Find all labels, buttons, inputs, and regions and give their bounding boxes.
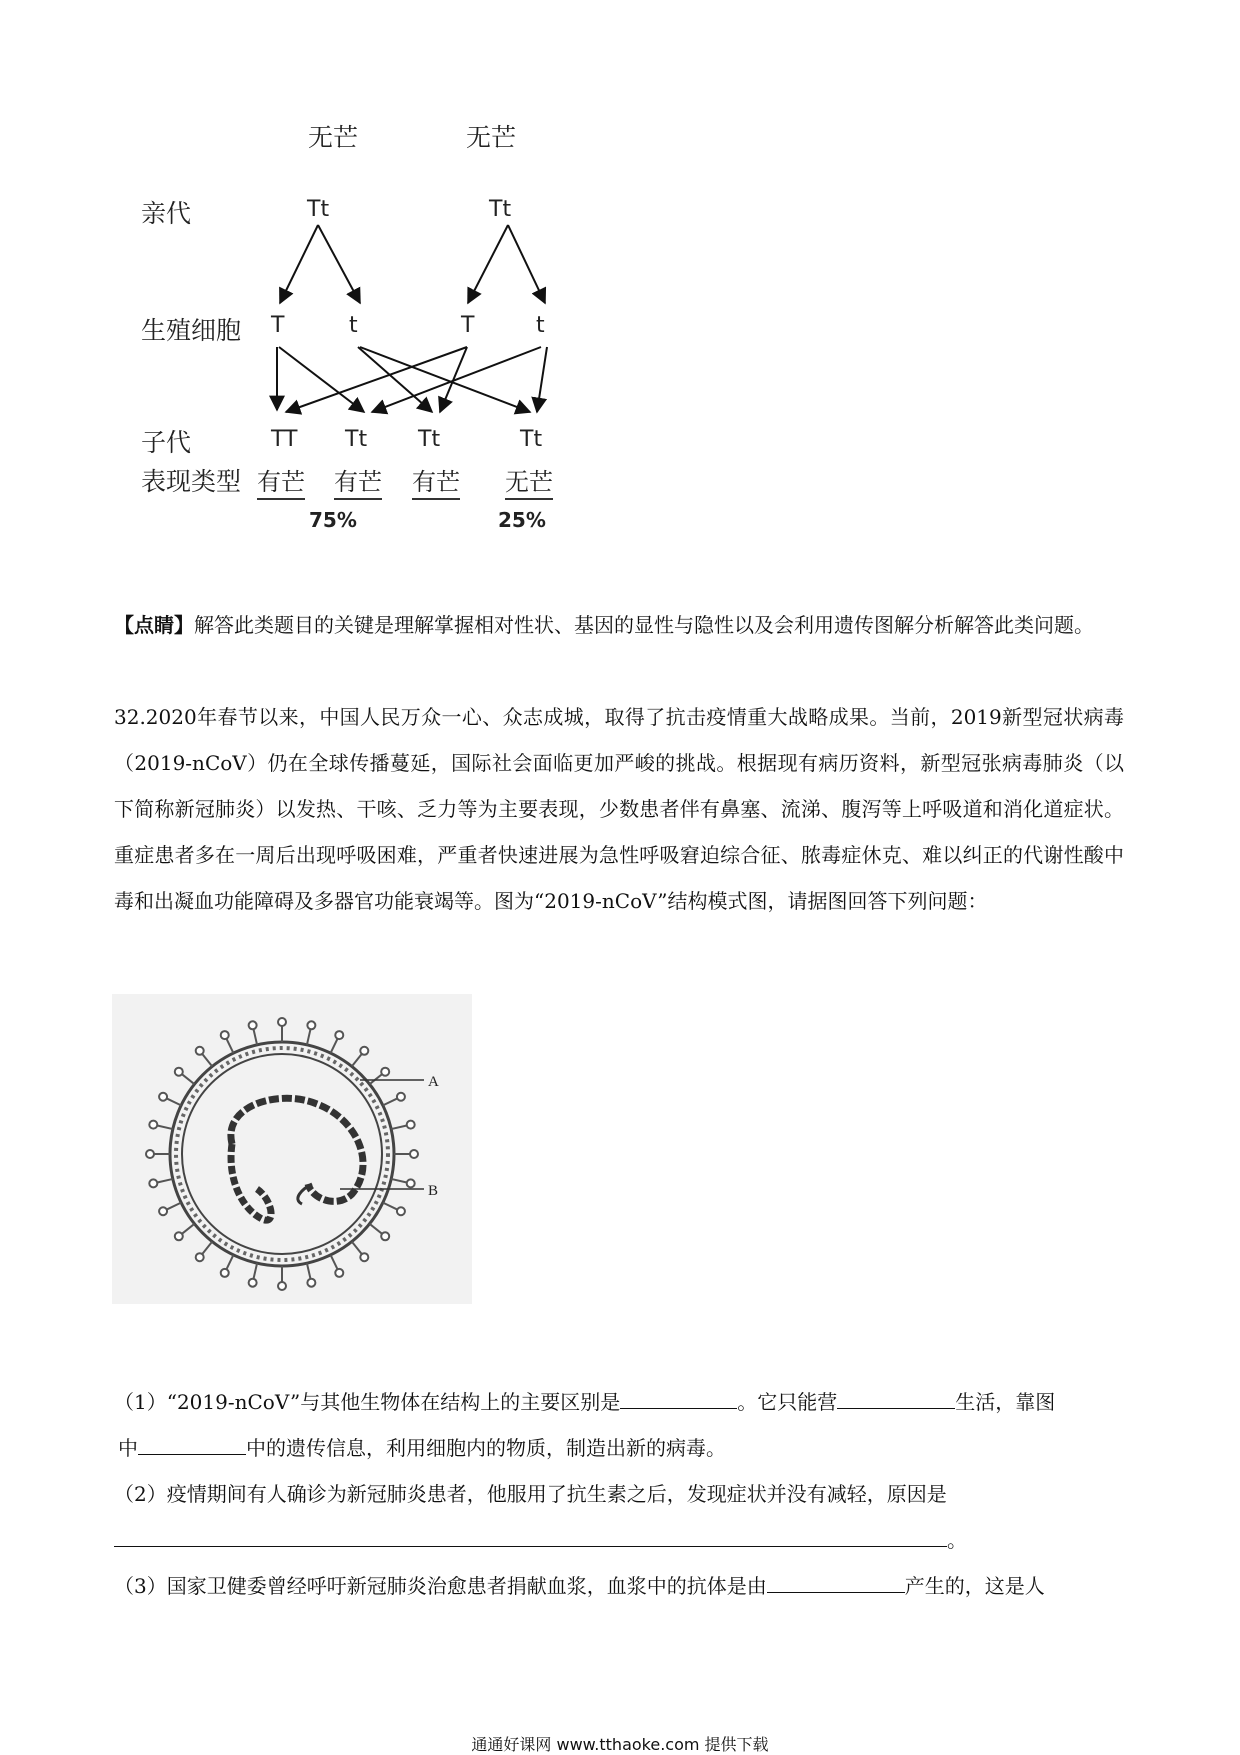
- virus-spike-head: [159, 1207, 167, 1215]
- arrow-parent1-gamete2: [318, 225, 360, 303]
- virus-spike-head: [335, 1269, 343, 1277]
- virus-spike-head: [175, 1232, 183, 1240]
- virus-spike-head: [221, 1269, 229, 1277]
- question-1-line-1: [114, 1386, 1055, 1415]
- q3-text-2: 产生的，这是人: [904, 1574, 1045, 1598]
- virus-spike-head: [159, 1093, 167, 1101]
- arrow-parent1-gamete1: [280, 225, 318, 303]
- virus-spike-head: [278, 1282, 286, 1290]
- row-label-phenotype: 表现类型: [141, 467, 242, 496]
- q1-text-3: 生活，靠图: [955, 1390, 1056, 1414]
- arrow-g1-o2: [279, 347, 364, 412]
- answer-blank-5[interactable]: [767, 1570, 905, 1593]
- gamete-4: t: [536, 313, 545, 338]
- ratio-recessive: 25%: [498, 508, 546, 532]
- offspring-1: TT: [271, 427, 298, 452]
- phenotype-1: 有芒: [257, 462, 305, 500]
- q2-text-1: （2）疫情期间有人确诊为新冠肺炎患者，他服用了抗生素之后，发现症状并没有减轻，原因是: [114, 1482, 947, 1506]
- virus-spike-head: [407, 1121, 415, 1129]
- row-label-gamete: 生殖细胞: [141, 316, 242, 345]
- virus-spike-head: [249, 1279, 257, 1287]
- virus-spike-head: [335, 1031, 343, 1039]
- parent-phenotype-1: 无芒: [308, 123, 359, 152]
- arrow-g3-o1: [286, 347, 467, 412]
- arrow-g4-o4: [537, 347, 547, 412]
- parent-genotype-1: Tt: [307, 197, 330, 222]
- phenotype-3: 有芒: [412, 462, 460, 500]
- virus-spike-head: [307, 1021, 315, 1029]
- q1-text-4: 中: [118, 1436, 138, 1460]
- question-2-line-2: [114, 1524, 967, 1553]
- question-3-line-1: [114, 1570, 1045, 1599]
- virus-spike-head: [360, 1253, 368, 1261]
- virus-spike-head: [278, 1018, 286, 1026]
- virus-spike-head: [381, 1068, 389, 1076]
- virus-spike-head: [407, 1179, 415, 1187]
- virus-spike-head: [397, 1207, 405, 1215]
- question-32-stem: [114, 694, 1124, 924]
- answer-blank-1[interactable]: [620, 1386, 737, 1409]
- page-footer: 通通好课网 www.tthaoke.com 提供下载: [471, 1735, 769, 1754]
- row-label-parent: 亲代: [141, 199, 192, 228]
- virus-spike-head: [149, 1121, 157, 1129]
- q1-text-2: 。它只能营: [737, 1390, 838, 1414]
- question-1-line-2: [118, 1432, 726, 1461]
- virus-structure-figure: [112, 994, 472, 1304]
- virus-spike-head: [149, 1179, 157, 1187]
- q2-end: 。: [947, 1528, 967, 1552]
- parent-genotype-2: Tt: [489, 197, 512, 222]
- tip-paragraph: [114, 602, 1124, 648]
- arrow-g4-o2: [372, 347, 541, 412]
- virus-spike-head: [307, 1279, 315, 1287]
- label-a: A: [428, 1074, 439, 1090]
- question-32-stem-text: 32.2020年春节以来，中国人民万众一心、众志成城，取得了抗击疫情重大战略成果。当前，2019新型冠状病毒（2019-nCoV）仍在全球传播蔓延，国际社会面临更加严峻的挑战。根据现有病历资料，新型冠张病毒肺炎（以下简称新冠肺炎）以发热、干咳、乏力等为主要表现，少数患者伴有鼻塞、流涕、腹泻等上呼吸道和消化道症状。重症患者多在一周后出现呼吸困难，严重者快速进展为急性呼吸窘迫综合征、脓毒症休克、难以纠正的代谢性酸中毒和出凝血功能障碍及多器官功能衰竭等。图为“2019-nCoV”结构模式图，请据图回答下列问题：: [114, 705, 1124, 913]
- answer-blank-3[interactable]: [138, 1432, 246, 1455]
- phenotype-4: 无芒: [505, 462, 553, 500]
- virus-spike-head: [410, 1150, 418, 1158]
- row-label-offspring: 子代: [141, 428, 192, 457]
- answer-blank-2[interactable]: [837, 1386, 955, 1409]
- question-2-line-1: [114, 1478, 947, 1507]
- offspring-2: Tt: [345, 427, 368, 452]
- virus-spike-head: [360, 1047, 368, 1055]
- phenotype-2: 有芒: [334, 462, 382, 500]
- virus-spike-head: [397, 1093, 405, 1101]
- arrow-parent2-gamete3: [468, 225, 508, 303]
- virus-spike-head: [381, 1232, 389, 1240]
- q1-text-5: 中的遗传信息，利用细胞内的物质，制造出新的病毒。: [246, 1436, 726, 1460]
- virus-spike-head: [221, 1031, 229, 1039]
- gamete-1: T: [271, 313, 285, 338]
- q3-text-1: （3）国家卫健委曾经呼吁新冠肺炎治愈患者捐献血浆，血浆中的抗体是由: [114, 1574, 767, 1598]
- answer-blank-4[interactable]: [114, 1524, 947, 1547]
- virus-spike-head: [175, 1068, 183, 1076]
- gamete-2: t: [349, 313, 358, 338]
- virus-spike-head: [196, 1253, 204, 1261]
- virus-spike-head: [249, 1021, 257, 1029]
- tip-text: 解答此类题目的关键是理解掌握相对性状、基因的显性与隐性以及会利用遗传图解分析解答此类问题。: [194, 613, 1094, 637]
- q1-text-1: （1）“2019-nCoV”与其他生物体在结构上的主要区别是: [114, 1390, 621, 1414]
- offspring-3: Tt: [418, 427, 441, 452]
- ratio-dominant: 75%: [309, 508, 357, 532]
- label-b: B: [428, 1183, 439, 1199]
- virus-spike-head: [146, 1150, 154, 1158]
- virus-spike-head: [196, 1047, 204, 1055]
- gamete-3: T: [461, 313, 475, 338]
- offspring-4: Tt: [520, 427, 543, 452]
- tip-label: 【点睛】: [114, 613, 194, 637]
- parent-phenotype-2: 无芒: [466, 123, 517, 152]
- cross-arrows: [0, 0, 700, 530]
- arrow-parent2-gamete4: [508, 225, 545, 303]
